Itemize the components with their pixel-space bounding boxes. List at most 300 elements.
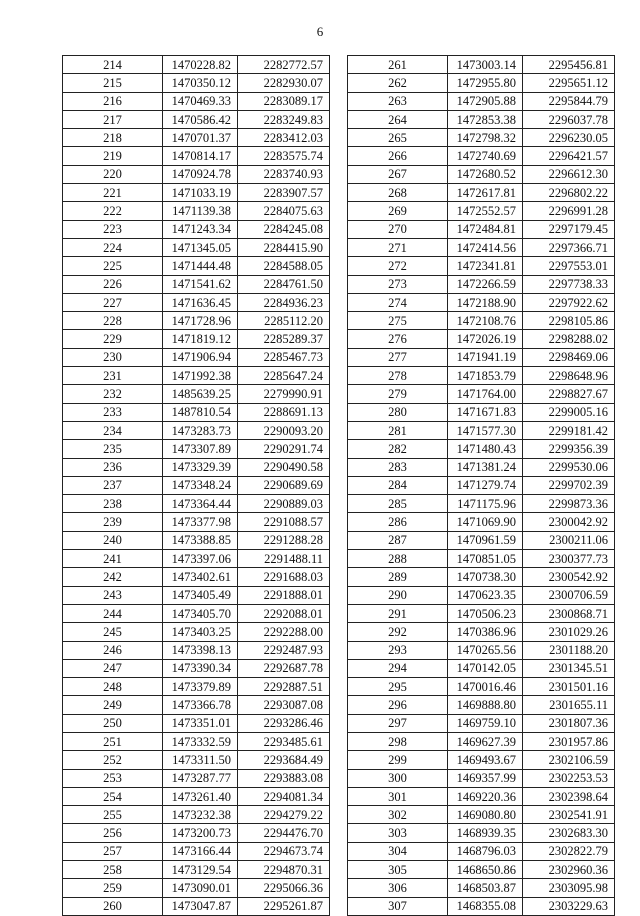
table-row <box>348 348 615 366</box>
point-number-cell: 226 <box>63 275 163 293</box>
table-row <box>63 787 330 805</box>
point-number-cell: 231 <box>63 367 163 385</box>
point-number-cell: 270 <box>348 220 448 238</box>
x-coordinate-cell: 1473364.44 <box>163 495 238 513</box>
point-number-cell: 241 <box>63 550 163 568</box>
y-coordinate-cell: 2300868.71 <box>523 604 615 622</box>
y-coordinate-cell: 2297922.62 <box>523 293 615 311</box>
point-number-cell: 253 <box>63 769 163 787</box>
x-coordinate-cell: 1470961.59 <box>448 531 523 549</box>
x-coordinate-cell: 1471992.38 <box>163 367 238 385</box>
point-number-cell: 264 <box>348 110 448 128</box>
table-row <box>348 220 615 238</box>
x-coordinate-cell: 1472552.57 <box>448 202 523 220</box>
table-row <box>348 458 615 476</box>
point-number-cell: 301 <box>348 787 448 805</box>
point-number-cell: 293 <box>348 641 448 659</box>
point-number-cell: 239 <box>63 513 163 531</box>
table-row <box>63 348 330 366</box>
x-coordinate-cell: 1470016.46 <box>448 678 523 696</box>
y-coordinate-cell: 2298469.06 <box>523 348 615 366</box>
x-coordinate-cell: 1472341.81 <box>448 257 523 275</box>
table-row <box>348 824 615 842</box>
x-coordinate-cell: 1471381.24 <box>448 458 523 476</box>
y-coordinate-cell: 2285467.73 <box>238 348 330 366</box>
point-number-cell: 224 <box>63 238 163 256</box>
y-coordinate-cell: 2300706.59 <box>523 586 615 604</box>
y-coordinate-cell: 2284936.23 <box>238 293 330 311</box>
y-coordinate-cell: 2294476.70 <box>238 824 330 842</box>
table-row <box>63 184 330 202</box>
point-number-cell: 302 <box>348 806 448 824</box>
point-number-cell: 237 <box>63 476 163 494</box>
point-number-cell: 285 <box>348 495 448 513</box>
y-coordinate-cell: 2296612.30 <box>523 165 615 183</box>
y-coordinate-cell: 2302398.64 <box>523 787 615 805</box>
coordinates-table-right <box>347 55 615 916</box>
y-coordinate-cell: 2290889.03 <box>238 495 330 513</box>
y-coordinate-cell: 2283089.17 <box>238 92 330 110</box>
point-number-cell: 261 <box>348 56 448 74</box>
y-coordinate-cell: 2302683.30 <box>523 824 615 842</box>
table-row <box>63 513 330 531</box>
point-number-cell: 281 <box>348 421 448 439</box>
table-row <box>63 861 330 879</box>
y-coordinate-cell: 2299005.16 <box>523 403 615 421</box>
point-number-cell: 245 <box>63 623 163 641</box>
table-row <box>348 275 615 293</box>
x-coordinate-cell: 1470623.35 <box>448 586 523 604</box>
table-row <box>63 440 330 458</box>
x-coordinate-cell: 1473287.77 <box>163 769 238 787</box>
table-row <box>63 531 330 549</box>
table-row <box>348 165 615 183</box>
x-coordinate-cell: 1471577.30 <box>448 421 523 439</box>
x-coordinate-cell: 1473232.38 <box>163 806 238 824</box>
point-number-cell: 256 <box>63 824 163 842</box>
y-coordinate-cell: 2297553.01 <box>523 257 615 275</box>
point-number-cell: 262 <box>348 74 448 92</box>
y-coordinate-cell: 2290490.58 <box>238 458 330 476</box>
table-row <box>348 513 615 531</box>
y-coordinate-cell: 2301029.26 <box>523 623 615 641</box>
y-coordinate-cell: 2294081.34 <box>238 787 330 805</box>
x-coordinate-cell: 1470814.17 <box>163 147 238 165</box>
table-row <box>348 202 615 220</box>
x-coordinate-cell: 1469357.99 <box>448 769 523 787</box>
x-coordinate-cell: 1469627.39 <box>448 732 523 750</box>
point-number-cell: 284 <box>348 476 448 494</box>
table-row <box>63 751 330 769</box>
y-coordinate-cell: 2293684.49 <box>238 751 330 769</box>
x-coordinate-cell: 1472617.81 <box>448 184 523 202</box>
point-number-cell: 229 <box>63 330 163 348</box>
point-number-cell: 234 <box>63 421 163 439</box>
point-number-cell: 303 <box>348 824 448 842</box>
table-row <box>348 787 615 805</box>
table-row <box>63 257 330 275</box>
point-number-cell: 299 <box>348 751 448 769</box>
point-number-cell: 235 <box>63 440 163 458</box>
x-coordinate-cell: 1472955.80 <box>448 74 523 92</box>
y-coordinate-cell: 2283412.03 <box>238 129 330 147</box>
point-number-cell: 215 <box>63 74 163 92</box>
table-row <box>348 238 615 256</box>
point-number-cell: 230 <box>63 348 163 366</box>
x-coordinate-cell: 1473200.73 <box>163 824 238 842</box>
table-row <box>348 92 615 110</box>
y-coordinate-cell: 2282930.07 <box>238 74 330 92</box>
x-coordinate-cell: 1472188.90 <box>448 293 523 311</box>
y-coordinate-cell: 2296037.78 <box>523 110 615 128</box>
y-coordinate-cell: 2294870.31 <box>238 861 330 879</box>
point-number-cell: 282 <box>348 440 448 458</box>
y-coordinate-cell: 2284245.08 <box>238 220 330 238</box>
y-coordinate-cell: 2279990.91 <box>238 385 330 403</box>
x-coordinate-cell: 1473405.70 <box>163 604 238 622</box>
x-coordinate-cell: 1485639.25 <box>163 385 238 403</box>
point-number-cell: 254 <box>63 787 163 805</box>
table-row <box>348 732 615 750</box>
y-coordinate-cell: 2296802.22 <box>523 184 615 202</box>
table-row <box>348 769 615 787</box>
table-row <box>63 458 330 476</box>
y-coordinate-cell: 2285289.37 <box>238 330 330 348</box>
x-coordinate-cell: 1471541.62 <box>163 275 238 293</box>
point-number-cell: 265 <box>348 129 448 147</box>
y-coordinate-cell: 2299702.39 <box>523 476 615 494</box>
y-coordinate-cell: 2292887.51 <box>238 678 330 696</box>
page-number: 6 <box>316 24 324 39</box>
table-row <box>63 165 330 183</box>
x-coordinate-cell: 1473090.01 <box>163 879 238 897</box>
y-coordinate-cell: 2290093.20 <box>238 421 330 439</box>
y-coordinate-cell: 2283907.57 <box>238 184 330 202</box>
y-coordinate-cell: 2300042.92 <box>523 513 615 531</box>
point-number-cell: 242 <box>63 568 163 586</box>
table-row <box>348 641 615 659</box>
table-row <box>63 714 330 732</box>
y-coordinate-cell: 2283249.83 <box>238 110 330 128</box>
x-coordinate-cell: 1470506.23 <box>448 604 523 622</box>
y-coordinate-cell: 2297738.33 <box>523 275 615 293</box>
point-number-cell: 227 <box>63 293 163 311</box>
point-number-cell: 289 <box>348 568 448 586</box>
y-coordinate-cell: 2301501.16 <box>523 678 615 696</box>
x-coordinate-cell: 1473311.50 <box>163 751 238 769</box>
x-coordinate-cell: 1473366.78 <box>163 696 238 714</box>
point-number-cell: 218 <box>63 129 163 147</box>
table-row <box>348 531 615 549</box>
table-row <box>63 92 330 110</box>
y-coordinate-cell: 2292687.78 <box>238 659 330 677</box>
y-coordinate-cell: 2295651.12 <box>523 74 615 92</box>
point-number-cell: 223 <box>63 220 163 238</box>
y-coordinate-cell: 2293883.08 <box>238 769 330 787</box>
y-coordinate-cell: 2291288.28 <box>238 531 330 549</box>
table-row <box>63 238 330 256</box>
x-coordinate-cell: 1471728.96 <box>163 312 238 330</box>
x-coordinate-cell: 1472798.32 <box>448 129 523 147</box>
table-row <box>348 257 615 275</box>
y-coordinate-cell: 2296991.28 <box>523 202 615 220</box>
y-coordinate-cell: 2298288.02 <box>523 330 615 348</box>
x-coordinate-cell: 1473348.24 <box>163 476 238 494</box>
x-coordinate-cell: 1472680.52 <box>448 165 523 183</box>
table-row <box>348 495 615 513</box>
y-coordinate-cell: 2291688.03 <box>238 568 330 586</box>
x-coordinate-cell: 1471175.96 <box>448 495 523 513</box>
point-number-cell: 217 <box>63 110 163 128</box>
table-row <box>348 110 615 128</box>
y-coordinate-cell: 2292088.01 <box>238 604 330 622</box>
y-coordinate-cell: 2284588.05 <box>238 257 330 275</box>
x-coordinate-cell: 1471480.43 <box>448 440 523 458</box>
table-row <box>63 879 330 897</box>
x-coordinate-cell: 1473390.34 <box>163 659 238 677</box>
point-number-cell: 296 <box>348 696 448 714</box>
x-coordinate-cell: 1471671.83 <box>448 403 523 421</box>
table-row <box>348 586 615 604</box>
table-row <box>348 568 615 586</box>
x-coordinate-cell: 1472740.69 <box>448 147 523 165</box>
x-coordinate-cell: 1468796.03 <box>448 842 523 860</box>
point-number-cell: 278 <box>348 367 448 385</box>
table-row <box>63 403 330 421</box>
point-number-cell: 274 <box>348 293 448 311</box>
point-number-cell: 267 <box>348 165 448 183</box>
y-coordinate-cell: 2290689.69 <box>238 476 330 494</box>
table-row <box>63 129 330 147</box>
table-row <box>348 842 615 860</box>
point-number-cell: 277 <box>348 348 448 366</box>
table-row <box>348 312 615 330</box>
x-coordinate-cell: 1473379.89 <box>163 678 238 696</box>
x-coordinate-cell: 1469220.36 <box>448 787 523 805</box>
table-row <box>63 806 330 824</box>
y-coordinate-cell: 2284761.50 <box>238 275 330 293</box>
x-coordinate-cell: 1471345.05 <box>163 238 238 256</box>
y-coordinate-cell: 2302541.91 <box>523 806 615 824</box>
y-coordinate-cell: 2293087.08 <box>238 696 330 714</box>
y-coordinate-cell: 2294279.22 <box>238 806 330 824</box>
y-coordinate-cell: 2295066.36 <box>238 879 330 897</box>
point-number-cell: 268 <box>348 184 448 202</box>
table-row <box>63 586 330 604</box>
table-row <box>63 74 330 92</box>
table-row <box>63 275 330 293</box>
y-coordinate-cell: 2298105.86 <box>523 312 615 330</box>
x-coordinate-cell: 1473129.54 <box>163 861 238 879</box>
x-coordinate-cell: 1473047.87 <box>163 897 238 915</box>
point-number-cell: 240 <box>63 531 163 549</box>
table-row <box>63 202 330 220</box>
y-coordinate-cell: 2301957.86 <box>523 732 615 750</box>
table-row <box>63 421 330 439</box>
table-row <box>63 696 330 714</box>
point-number-cell: 236 <box>63 458 163 476</box>
x-coordinate-cell: 1471636.45 <box>163 293 238 311</box>
point-number-cell: 287 <box>348 531 448 549</box>
table-row <box>348 751 615 769</box>
x-coordinate-cell: 1468503.87 <box>448 879 523 897</box>
x-coordinate-cell: 1473388.85 <box>163 531 238 549</box>
point-number-cell: 273 <box>348 275 448 293</box>
table-row <box>348 861 615 879</box>
x-coordinate-cell: 1469888.80 <box>448 696 523 714</box>
x-coordinate-cell: 1471444.48 <box>163 257 238 275</box>
x-coordinate-cell: 1472026.19 <box>448 330 523 348</box>
table-row <box>63 659 330 677</box>
table-row <box>348 147 615 165</box>
y-coordinate-cell: 2299873.36 <box>523 495 615 513</box>
y-coordinate-cell: 2299356.39 <box>523 440 615 458</box>
point-number-cell: 246 <box>63 641 163 659</box>
x-coordinate-cell: 1473166.44 <box>163 842 238 860</box>
table-row <box>348 293 615 311</box>
table-row <box>348 403 615 421</box>
point-number-cell: 251 <box>63 732 163 750</box>
y-coordinate-cell: 2285647.24 <box>238 367 330 385</box>
table-row <box>63 385 330 403</box>
table-row <box>348 129 615 147</box>
point-number-cell: 279 <box>348 385 448 403</box>
x-coordinate-cell: 1473329.39 <box>163 458 238 476</box>
point-number-cell: 248 <box>63 678 163 696</box>
point-number-cell: 247 <box>63 659 163 677</box>
y-coordinate-cell: 2296230.05 <box>523 129 615 147</box>
y-coordinate-cell: 2294673.74 <box>238 842 330 860</box>
x-coordinate-cell: 1473261.40 <box>163 787 238 805</box>
table-row <box>63 367 330 385</box>
y-coordinate-cell: 2283575.74 <box>238 147 330 165</box>
table-row <box>63 147 330 165</box>
y-coordinate-cell: 2295844.79 <box>523 92 615 110</box>
point-number-cell: 304 <box>348 842 448 860</box>
y-coordinate-cell: 2301345.51 <box>523 659 615 677</box>
y-coordinate-cell: 2303229.63 <box>523 897 615 915</box>
x-coordinate-cell: 1471941.19 <box>448 348 523 366</box>
point-number-cell: 300 <box>348 769 448 787</box>
x-coordinate-cell: 1469759.10 <box>448 714 523 732</box>
point-number-cell: 250 <box>63 714 163 732</box>
point-number-cell: 271 <box>348 238 448 256</box>
y-coordinate-cell: 2297179.45 <box>523 220 615 238</box>
point-number-cell: 225 <box>63 257 163 275</box>
y-coordinate-cell: 2284415.90 <box>238 238 330 256</box>
y-coordinate-cell: 2302960.36 <box>523 861 615 879</box>
table-row <box>63 678 330 696</box>
table-row <box>63 732 330 750</box>
table-row <box>63 623 330 641</box>
x-coordinate-cell: 1471764.00 <box>448 385 523 403</box>
point-number-cell: 292 <box>348 623 448 641</box>
y-coordinate-cell: 2295456.81 <box>523 56 615 74</box>
x-coordinate-cell: 1471819.12 <box>163 330 238 348</box>
table-row <box>63 110 330 128</box>
point-number-cell: 252 <box>63 751 163 769</box>
table-row <box>348 440 615 458</box>
table-row <box>348 806 615 824</box>
y-coordinate-cell: 2291088.57 <box>238 513 330 531</box>
x-coordinate-cell: 1473283.73 <box>163 421 238 439</box>
y-coordinate-cell: 2291888.01 <box>238 586 330 604</box>
y-coordinate-cell: 2284075.63 <box>238 202 330 220</box>
x-coordinate-cell: 1469080.80 <box>448 806 523 824</box>
table-row <box>63 568 330 586</box>
x-coordinate-cell: 1473403.25 <box>163 623 238 641</box>
y-coordinate-cell: 2297366.71 <box>523 238 615 256</box>
x-coordinate-cell: 1471279.74 <box>448 476 523 494</box>
y-coordinate-cell: 2302106.59 <box>523 751 615 769</box>
x-coordinate-cell: 1472853.38 <box>448 110 523 128</box>
point-number-cell: 295 <box>348 678 448 696</box>
point-number-cell: 258 <box>63 861 163 879</box>
y-coordinate-cell: 2295261.87 <box>238 897 330 915</box>
x-coordinate-cell: 1473307.89 <box>163 440 238 458</box>
x-coordinate-cell: 1470851.05 <box>448 550 523 568</box>
x-coordinate-cell: 1468939.35 <box>448 824 523 842</box>
table-row <box>63 769 330 787</box>
table-row <box>348 421 615 439</box>
table-row <box>63 550 330 568</box>
table-row <box>63 56 330 74</box>
x-coordinate-cell: 1470924.78 <box>163 165 238 183</box>
x-coordinate-cell: 1473351.01 <box>163 714 238 732</box>
point-number-cell: 266 <box>348 147 448 165</box>
point-number-cell: 221 <box>63 184 163 202</box>
y-coordinate-cell: 2302253.53 <box>523 769 615 787</box>
y-coordinate-cell: 2293286.46 <box>238 714 330 732</box>
point-number-cell: 222 <box>63 202 163 220</box>
y-coordinate-cell: 2290291.74 <box>238 440 330 458</box>
point-number-cell: 276 <box>348 330 448 348</box>
point-number-cell: 275 <box>348 312 448 330</box>
x-coordinate-cell: 1487810.54 <box>163 403 238 421</box>
table-row <box>63 641 330 659</box>
table-row <box>63 476 330 494</box>
point-number-cell: 288 <box>348 550 448 568</box>
table-row <box>348 74 615 92</box>
point-number-cell: 260 <box>63 897 163 915</box>
x-coordinate-cell: 1472414.56 <box>448 238 523 256</box>
point-number-cell: 298 <box>348 732 448 750</box>
point-number-cell: 269 <box>348 202 448 220</box>
y-coordinate-cell: 2293485.61 <box>238 732 330 750</box>
y-coordinate-cell: 2291488.11 <box>238 550 330 568</box>
point-number-cell: 294 <box>348 659 448 677</box>
table-row <box>348 550 615 568</box>
table-row <box>348 476 615 494</box>
x-coordinate-cell: 1473402.61 <box>163 568 238 586</box>
table-row <box>348 897 615 915</box>
table-row <box>348 56 615 74</box>
x-coordinate-cell: 1472484.81 <box>448 220 523 238</box>
point-number-cell: 283 <box>348 458 448 476</box>
y-coordinate-cell: 2299530.06 <box>523 458 615 476</box>
x-coordinate-cell: 1470469.33 <box>163 92 238 110</box>
x-coordinate-cell: 1473377.98 <box>163 513 238 531</box>
y-coordinate-cell: 2299181.42 <box>523 421 615 439</box>
table-row <box>348 604 615 622</box>
x-coordinate-cell: 1473405.49 <box>163 586 238 604</box>
x-coordinate-cell: 1469493.67 <box>448 751 523 769</box>
y-coordinate-cell: 2301807.36 <box>523 714 615 732</box>
x-coordinate-cell: 1473332.59 <box>163 732 238 750</box>
x-coordinate-cell: 1473003.14 <box>448 56 523 74</box>
point-number-cell: 216 <box>63 92 163 110</box>
x-coordinate-cell: 1470738.30 <box>448 568 523 586</box>
